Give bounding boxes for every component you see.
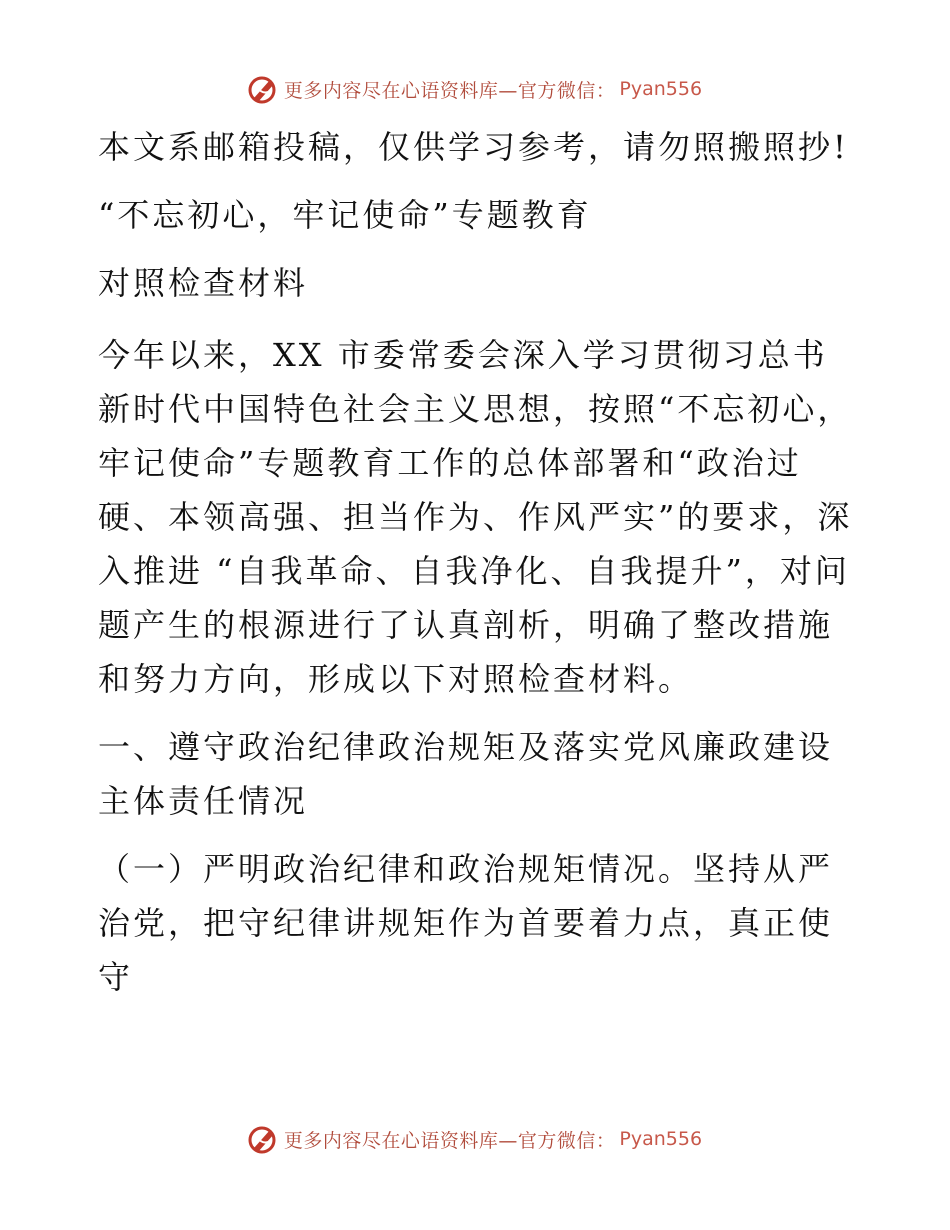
subsection-paragraph: （一）严明政治纪律和政治规矩情况。坚持从严治党，把守纪律讲规矩作为首要着力点，真正使守: [98, 850, 834, 996]
document-title: “不忘初心，牢记使命”专题教育: [98, 196, 592, 234]
intro-paragraph: 今年以来，XX 市委常委会深入学习贯彻习总书新时代中国特色社会主义思想，按照“不忘初心，牢记使命”专题教育工作的总体部署和“政治过硬、本领高强、担当作为、作风严实”的要求，深入推进 “自我革命、自我净化、自我提升”，对问题产生的根源进行了认真剖析，明确了整改措施和努力方向，形成以下对照检查材料。: [98, 336, 853, 698]
document-body: [98, 120, 858, 1004]
section-heading: 一、遵守政治纪律政治规矩及落实党风廉政建设主体责任情况: [98, 728, 834, 820]
watermark-text: 更多内容尽在心语资料库—官方微信：: [283, 1129, 616, 1152]
pen-logo-icon: [248, 72, 278, 106]
notice-paragraph: 本文系邮箱投稿，仅供学习参考，请勿照搬照抄!: [98, 128, 849, 166]
footer-watermark: [0, 1122, 950, 1156]
pen-logo-icon: [248, 1122, 278, 1156]
watermark-wechat-id: Pyan556: [619, 1128, 703, 1150]
document-subtitle: 对照检查材料: [98, 264, 309, 302]
header-watermark: [0, 72, 950, 106]
watermark-wechat-id: Pyan556: [619, 78, 703, 100]
watermark-text: 更多内容尽在心语资料库—官方微信：: [283, 79, 616, 102]
